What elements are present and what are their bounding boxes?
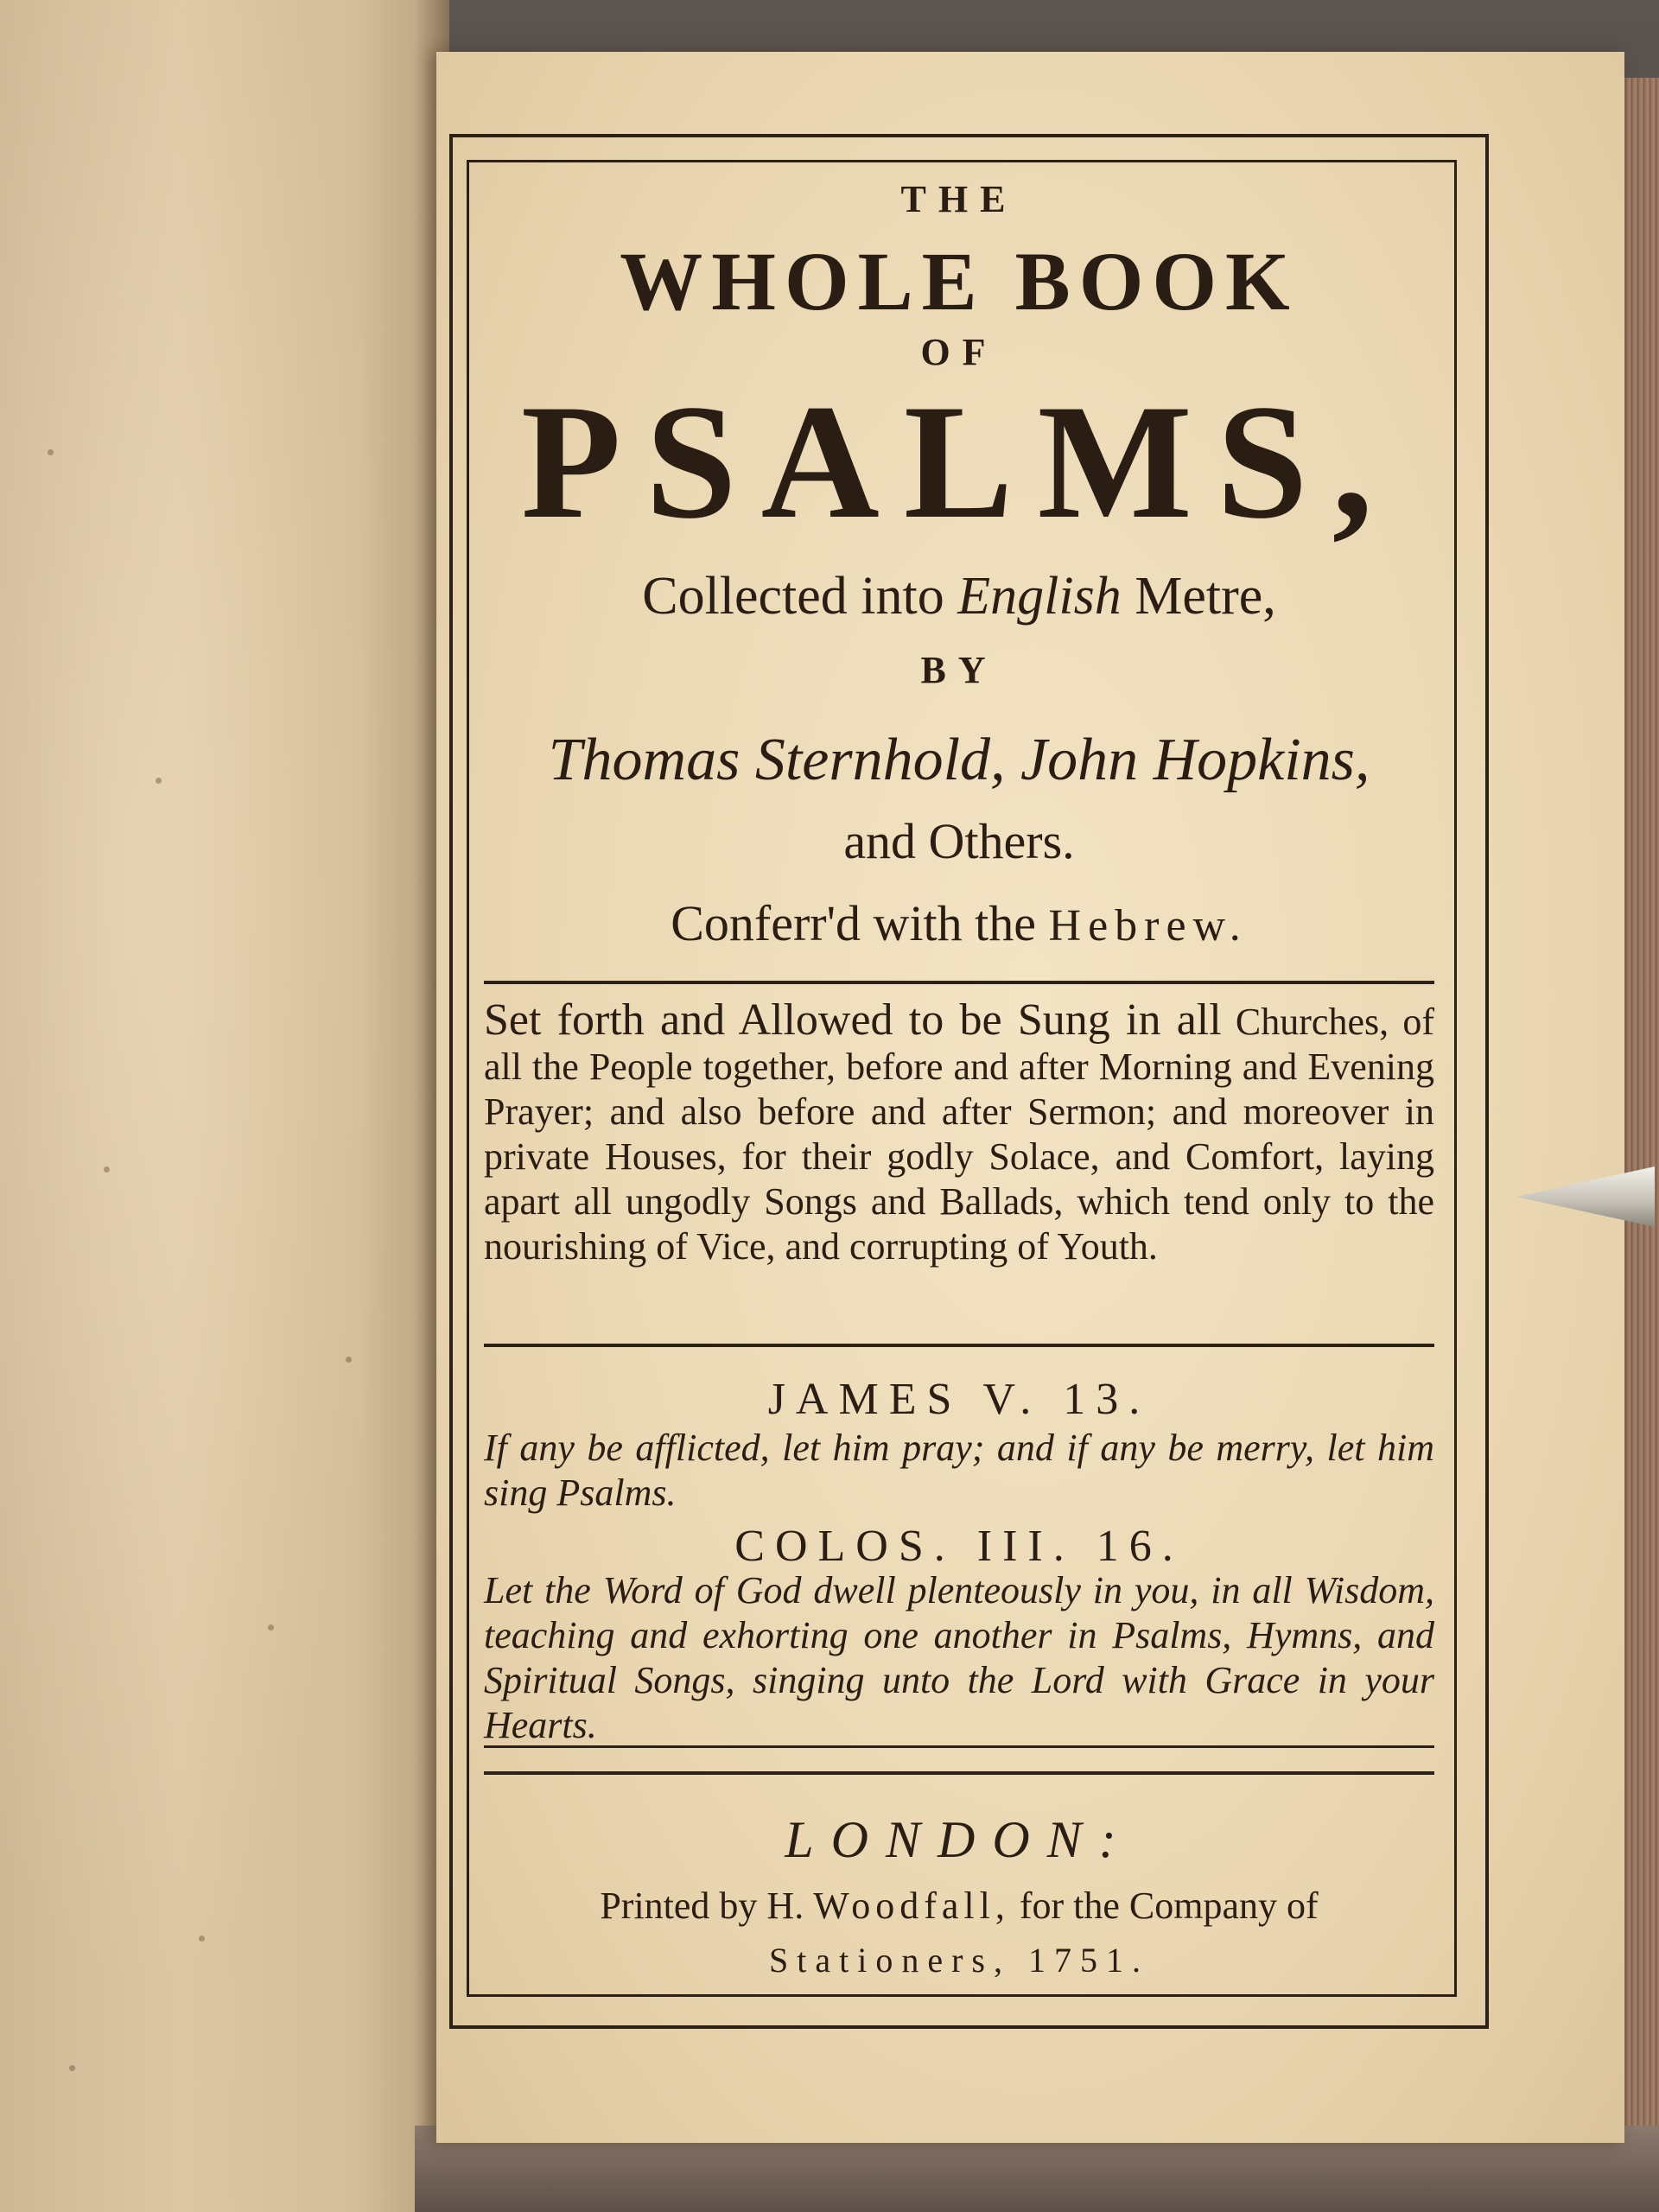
- divider-rule: [484, 1771, 1434, 1775]
- divider-rule: [484, 1344, 1434, 1347]
- imprint-stationers: Stationers, 1751.: [769, 1941, 1149, 1980]
- allowance-paragraph: [484, 995, 1435, 1269]
- conferrd-line: [471, 894, 1447, 952]
- printed-suffix: for the Company of: [1019, 1885, 1319, 1927]
- james-quote: If any be afflicted, let him pray; and if any be merry, let him sing Psalms.: [484, 1427, 1434, 1514]
- conferrd-prefix: Conferr'd with the: [671, 895, 1037, 951]
- divider-rule: [484, 981, 1434, 984]
- collected-prefix: Collected into: [642, 567, 944, 626]
- subtitle-collected: [471, 566, 1447, 627]
- title-psalms: PSALMS,: [520, 372, 1398, 553]
- authors: Thomas Sternhold, John Hopkins,: [548, 727, 1370, 793]
- imprint-printed: [471, 1884, 1447, 1928]
- and-others: and Others.: [843, 813, 1075, 869]
- allowance-first-words: Set forth and Allowed to be Sung in all: [484, 995, 1222, 1045]
- title-the: THE: [900, 178, 1018, 220]
- title-of: OF: [920, 331, 998, 373]
- subtitle-by: BY: [920, 649, 998, 691]
- colossians-quote: Let the Word of God dwell plenteously in you, in all Wisdom, teaching and exhorting one another in Psalms, Hymns, and Spiritual Songs, singing unto the Lord with Grace in your Hearts.: [484, 1569, 1434, 1746]
- collected-english: English: [957, 567, 1122, 626]
- printed-prefix: Printed by H.: [600, 1885, 804, 1927]
- printer-name: Woodfall,: [813, 1885, 1010, 1927]
- conferrd-hebrew: Hebrew.: [1048, 901, 1248, 950]
- colossians-reference: COLOS. III. 16.: [734, 1522, 1184, 1571]
- allowance-body: Churches, of all the People together, before and after Morning and Evening Prayer; and also before and after Sermon; and moreover in private Houses, for their godly Solace, and Comfort, laying apart all ungodly Songs and Ballads, which tend only to the nourishing of Vice, and corrupting of Youth.: [484, 1001, 1435, 1268]
- james-reference: JAMES V. 13.: [767, 1375, 1151, 1424]
- left-blank-page: [0, 0, 449, 2212]
- imprint-london: LONDON:: [785, 1811, 1134, 1868]
- divider-rule: [484, 1745, 1434, 1748]
- collected-suffix: Metre,: [1135, 567, 1276, 626]
- title-whole-book: WHOLE BOOK: [620, 235, 1299, 327]
